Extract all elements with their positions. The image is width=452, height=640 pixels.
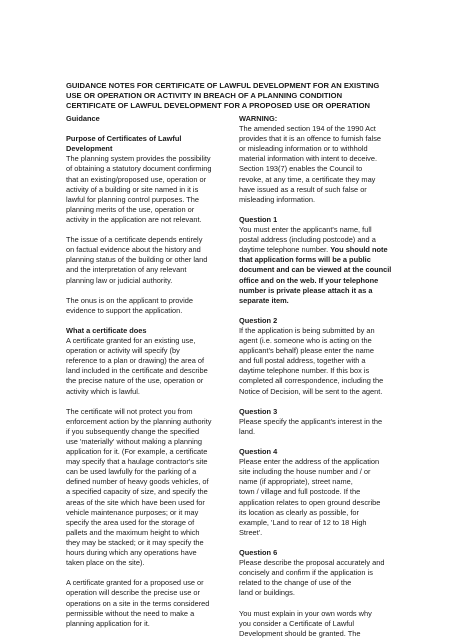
question-4-paragraph: Please enter the address of the application site including the house number and / or name (if appropriate), street name, town / village and full postcode. If the application relates to open ground describe its location as clearly as possible, for example, 'Land to rear of 12 to 18 High Street'. (239, 457, 381, 537)
title-line: GUIDANCE NOTES FOR CERTIFICATE OF LAWFUL DEVELOPMENT FOR AN EXISTING (66, 81, 380, 90)
issue-paragraph: The issue of a certificate depends entirely on factual evidence about the history and planning status of the building or other land and the interpretation of any relevant planning law or judicial authority. (66, 235, 208, 285)
protect-paragraph: The certificate will not protect you from enforcement action by the planning authority if you subsequently change the specified use 'materially' without making a planning application for it. (For example, a certificate may specify that a haulage contractor's site can be used lawfully for the parking of a defined number of heavy goods vehicles, of a specified capacity of size, and specify the areas of the site which have been used for vehicle maintenance purposes; or it may specify the area used for the storage of pallets and the maximum height to which they may be stacked; or it may specify the hours during which any operations have taken place on the site). (66, 406, 212, 568)
warning-paragraph: The amended section 194 of the 1990 Act provides that it is an offence to furnish false or misleading information or to withhold material information with intent to deceive. Section 193(7) enables the Council to revoke, at any time, a certificate they may have issued as a result of such false or misleading information. (239, 124, 382, 204)
onus-paragraph: The onus is on the applicant to provide evidence to support the application. (66, 295, 193, 315)
question-2-heading: Question 2 (239, 315, 278, 325)
question-6-paragraph: Please describe the proposal accurately and concisely and confirm if the application is related to the change of use of the land or buildings. (239, 558, 385, 598)
purpose-heading: Purpose of Certificates of Lawful (66, 134, 182, 144)
guidance-heading: Guidance (66, 114, 100, 123)
question-3-paragraph: Please specify the applicant's interest in the land. (239, 416, 383, 436)
question-2-paragraph: If the application is being submitted by an agent (i.e. someone who is acting on the applicant's behalf) please enter the name and full postal address, together with a daytime telephone number. If this box is completed all correspondence, including the Notice of Decision, will be sent to the agent. (239, 325, 384, 396)
warning-heading: WARNING: (239, 114, 278, 123)
document-title (66, 81, 396, 112)
question-1-heading: Question 1 (239, 214, 278, 224)
what-heading: What a certificate does (66, 325, 147, 335)
purpose-heading: Development (66, 144, 113, 154)
title-line: CERTIFICATE OF LAWFUL DEVELOPMENT FOR A PROPOSED USE OR OPERATION (66, 101, 371, 111)
right-column (239, 114, 404, 639)
question-3-heading: Question 3 (239, 406, 278, 416)
title-line: USE OR OPERATION OR ACTIVITY IN BREACH OF A PLANNING CONDITION (66, 91, 343, 101)
question-4-heading: Question 4 (239, 447, 278, 457)
question-6-heading: Question 6 (239, 548, 278, 558)
question-1-paragraph: You must enter the applicant's name, full postal address (including postcode) and a daytime telephone number. You should note that application forms will be a public document and can be viewed at the council office and on the web. If your telephone number is private please attach it as a separate item. (239, 225, 392, 305)
left-column (66, 114, 226, 629)
purpose-paragraph: The planning system provides the possibility of obtaining a statutory document confirming that an existing/proposed use, operation or activity of a building or site named in it is lawful for planning control purposes. The planning merits of the use, operation or activity in the application are not relevant. (66, 154, 212, 224)
proposed-paragraph: A certificate granted for a proposed use or operation will describe the precise use or operations on a site in the terms considered permissible without the need to make a planning application for it. (66, 578, 210, 628)
explain-paragraph: You must explain in your own words why you consider a Certificate of Lawful Development should be granted. The (239, 608, 372, 638)
what-paragraph: A certificate granted for an existing use, operation or activity will specify (by reference to a plan or drawing) the area of land included in the certificate and describe the precise nature of the use, operation or activity which is lawful. (66, 336, 208, 396)
